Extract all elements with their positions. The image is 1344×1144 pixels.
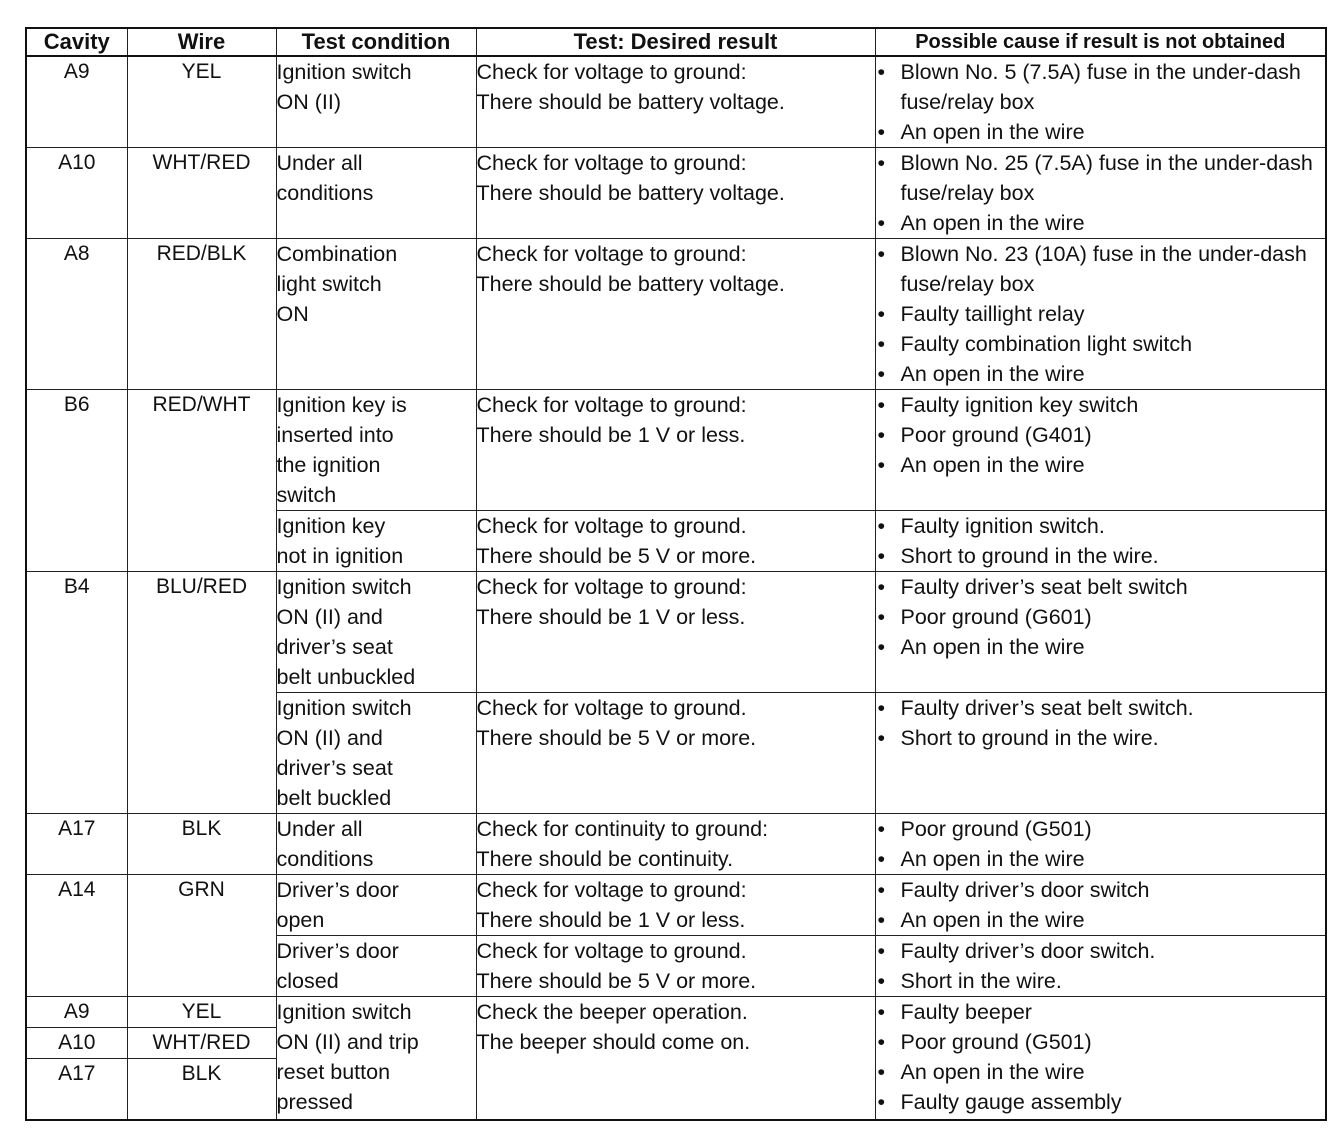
condition-line: ON [276, 302, 309, 326]
cause-item: • Short to ground in the wire. [876, 723, 1326, 753]
connector-test-table [25, 27, 1327, 1121]
cause-cell [875, 875, 1326, 936]
condition-cell [276, 148, 476, 239]
cause-item: • Faulty gauge assembly [876, 1087, 1326, 1117]
table-row [26, 572, 1326, 693]
cause-item: • Faulty taillight relay [876, 299, 1326, 329]
cause-item: • Faulty ignition key switch [876, 390, 1326, 420]
condition-cell [276, 997, 476, 1121]
cause-cell [875, 56, 1326, 148]
test-cell [476, 814, 875, 875]
table-row [26, 239, 1326, 390]
condition-line: Ignition switch [276, 60, 412, 84]
wire-cell: RED/BLK [127, 239, 276, 390]
cause-item: • Short to ground in the wire. [876, 541, 1326, 571]
table-row [26, 390, 1326, 511]
wire-cell: BLU/RED [127, 572, 276, 814]
test-cell [476, 511, 875, 572]
test-line: Check for voltage to ground: [476, 151, 747, 175]
cause-cell [875, 390, 1326, 511]
test-cell [476, 390, 875, 511]
cause-item: • An open in the wire [876, 359, 1326, 389]
condition-line: driver’s seat [276, 635, 393, 659]
test-cell [476, 572, 875, 693]
test-line: Check for voltage to ground: [476, 878, 747, 902]
table-row [26, 875, 1326, 936]
test-line: Check for continuity to ground: [476, 817, 769, 841]
cavity-cell: A9 [26, 56, 127, 148]
cause-item: • Poor ground (G501) [876, 814, 1326, 844]
condition-line: ON (II) and [276, 726, 383, 750]
condition-line: pressed [276, 1090, 353, 1114]
condition-line: Ignition key is [276, 393, 407, 417]
cause-item: • Poor ground (G401) [876, 420, 1326, 450]
test-line: There should be 5 V or more. [476, 726, 757, 750]
wire-cell: GRN [127, 875, 276, 997]
test-line: Check for voltage to ground: [476, 393, 747, 417]
condition-line: Ignition key [276, 514, 386, 538]
condition-line: belt buckled [276, 786, 392, 810]
test-cell [476, 997, 875, 1121]
test-line: There should be 5 V or more. [476, 969, 757, 993]
cavity-cell: A14 [26, 875, 127, 997]
condition-line: belt unbuckled [276, 665, 416, 689]
cavity-cell: A17 [26, 814, 127, 875]
test-line: There should be 1 V or less. [476, 605, 746, 629]
test-cell [476, 148, 875, 239]
cause-item: • An open in the wire [876, 905, 1326, 935]
test-line: The beeper should come on. [476, 1030, 751, 1054]
condition-line: Ignition switch [276, 696, 412, 720]
test-cell [476, 936, 875, 997]
header-test-condition: Test condition [276, 28, 476, 56]
condition-line: Under all [276, 817, 363, 841]
header-test-desired-result: Test: Desired result [476, 28, 875, 56]
cause-item: • Short in the wire. [876, 966, 1326, 996]
cause-item: • Faulty driver’s door switch [876, 875, 1326, 905]
condition-line: conditions [276, 181, 374, 205]
test-line: There should be battery voltage. [476, 90, 785, 114]
cause-cell [875, 997, 1326, 1121]
test-line: There should be 1 V or less. [476, 423, 746, 447]
condition-line: inserted into [276, 423, 394, 447]
condition-line: not in ignition [276, 544, 404, 568]
cause-cell [875, 239, 1326, 390]
condition-line: Under all [276, 151, 363, 175]
condition-line: Ignition switch [276, 575, 412, 599]
test-line: Check for voltage to ground. [476, 939, 747, 963]
cavity-cell: B4 [26, 572, 127, 814]
cause-item: • Faulty driver’s door switch. [876, 936, 1326, 966]
test-cell [476, 239, 875, 390]
cause-item: • An open in the wire [876, 208, 1326, 238]
cause-item: • Faulty ignition switch. [876, 511, 1326, 541]
condition-cell [276, 936, 476, 997]
cause-item: • Faulty beeper [876, 997, 1326, 1027]
condition-line: Driver’s door [276, 878, 399, 902]
condition-cell [276, 511, 476, 572]
test-line: There should be continuity. [476, 847, 734, 871]
test-line: Check for voltage to ground: [476, 242, 747, 266]
condition-line: the ignition [276, 453, 381, 477]
test-cell [476, 875, 875, 936]
cavity-cell: A17 [26, 1059, 127, 1121]
wire-cell: RED/WHT [127, 390, 276, 572]
table-row [26, 997, 1326, 1028]
cause-cell [875, 936, 1326, 997]
condition-cell [276, 572, 476, 693]
condition-line: ON (II) and trip [276, 1030, 419, 1054]
test-line: There should be battery voltage. [476, 181, 785, 205]
condition-line: driver’s seat [276, 756, 393, 780]
wire-cell: WHT/RED [127, 1028, 276, 1059]
header-wire: Wire [127, 28, 276, 56]
condition-cell [276, 693, 476, 814]
condition-line: ON (II) [276, 90, 341, 114]
cause-cell [875, 148, 1326, 239]
header-possible-cause: Possible cause if result is not obtained [875, 28, 1326, 56]
cause-cell [875, 572, 1326, 693]
cause-cell [875, 693, 1326, 814]
condition-cell [276, 875, 476, 936]
cause-item: • An open in the wire [876, 450, 1326, 480]
test-line: Check for voltage to ground: [476, 575, 747, 599]
cause-item: • An open in the wire [876, 844, 1326, 874]
cause-item: • An open in the wire [876, 632, 1326, 662]
test-line: Check for voltage to ground. [476, 514, 747, 538]
condition-line: Combination [276, 242, 398, 266]
cavity-cell: B6 [26, 390, 127, 572]
wire-cell: WHT/RED [127, 148, 276, 239]
wire-cell: YEL [127, 56, 276, 148]
test-cell [476, 56, 875, 148]
wire-cell: YEL [127, 997, 276, 1028]
cause-cell [875, 511, 1326, 572]
test-cell [476, 693, 875, 814]
condition-cell [276, 814, 476, 875]
cavity-cell: A10 [26, 148, 127, 239]
wire-cell: BLK [127, 1059, 276, 1121]
condition-cell [276, 390, 476, 511]
cause-item: • Faulty combination light switch [876, 329, 1326, 359]
cause-item: • Blown No. 23 (10A) fuse in the under-dash fuse/relay box [876, 239, 1326, 299]
condition-line: conditions [276, 847, 374, 871]
cause-item: • Faulty driver’s seat belt switch. [876, 693, 1326, 723]
cause-item: • Blown No. 25 (7.5A) fuse in the under-dash fuse/relay box [876, 148, 1326, 208]
condition-line: Ignition switch [276, 1000, 412, 1024]
wire-cell: BLK [127, 814, 276, 875]
cavity-cell: A10 [26, 1028, 127, 1059]
cause-item: • Faulty driver’s seat belt switch [876, 572, 1326, 602]
cause-item: • Poor ground (G601) [876, 602, 1326, 632]
test-line: There should be battery voltage. [476, 272, 785, 296]
test-line: There should be 5 V or more. [476, 544, 757, 568]
table-row [26, 56, 1326, 148]
condition-line: open [276, 908, 325, 932]
condition-cell [276, 239, 476, 390]
test-line: Check the beeper operation. [476, 1000, 748, 1024]
condition-line: Driver’s door [276, 939, 399, 963]
header-row [26, 28, 1326, 56]
table-row [26, 814, 1326, 875]
cause-item: • Poor ground (G501) [876, 1027, 1326, 1057]
header-cavity: Cavity [26, 28, 127, 56]
condition-line: light switch [276, 272, 382, 296]
cause-cell [875, 814, 1326, 875]
test-line: Check for voltage to ground. [476, 696, 747, 720]
table-row [26, 148, 1326, 239]
cavity-cell: A8 [26, 239, 127, 390]
test-line: There should be 1 V or less. [476, 908, 746, 932]
condition-line: ON (II) and [276, 605, 383, 629]
cavity-cell: A9 [26, 997, 127, 1028]
condition-line: reset button [276, 1060, 391, 1084]
cause-item: • Blown No. 5 (7.5A) fuse in the under-dash fuse/relay box [876, 57, 1326, 117]
condition-cell [276, 56, 476, 148]
condition-line: switch [276, 483, 337, 507]
cause-item: • An open in the wire [876, 117, 1326, 147]
test-line: Check for voltage to ground: [476, 60, 747, 84]
condition-line: closed [276, 969, 339, 993]
cause-item: • An open in the wire [876, 1057, 1326, 1087]
